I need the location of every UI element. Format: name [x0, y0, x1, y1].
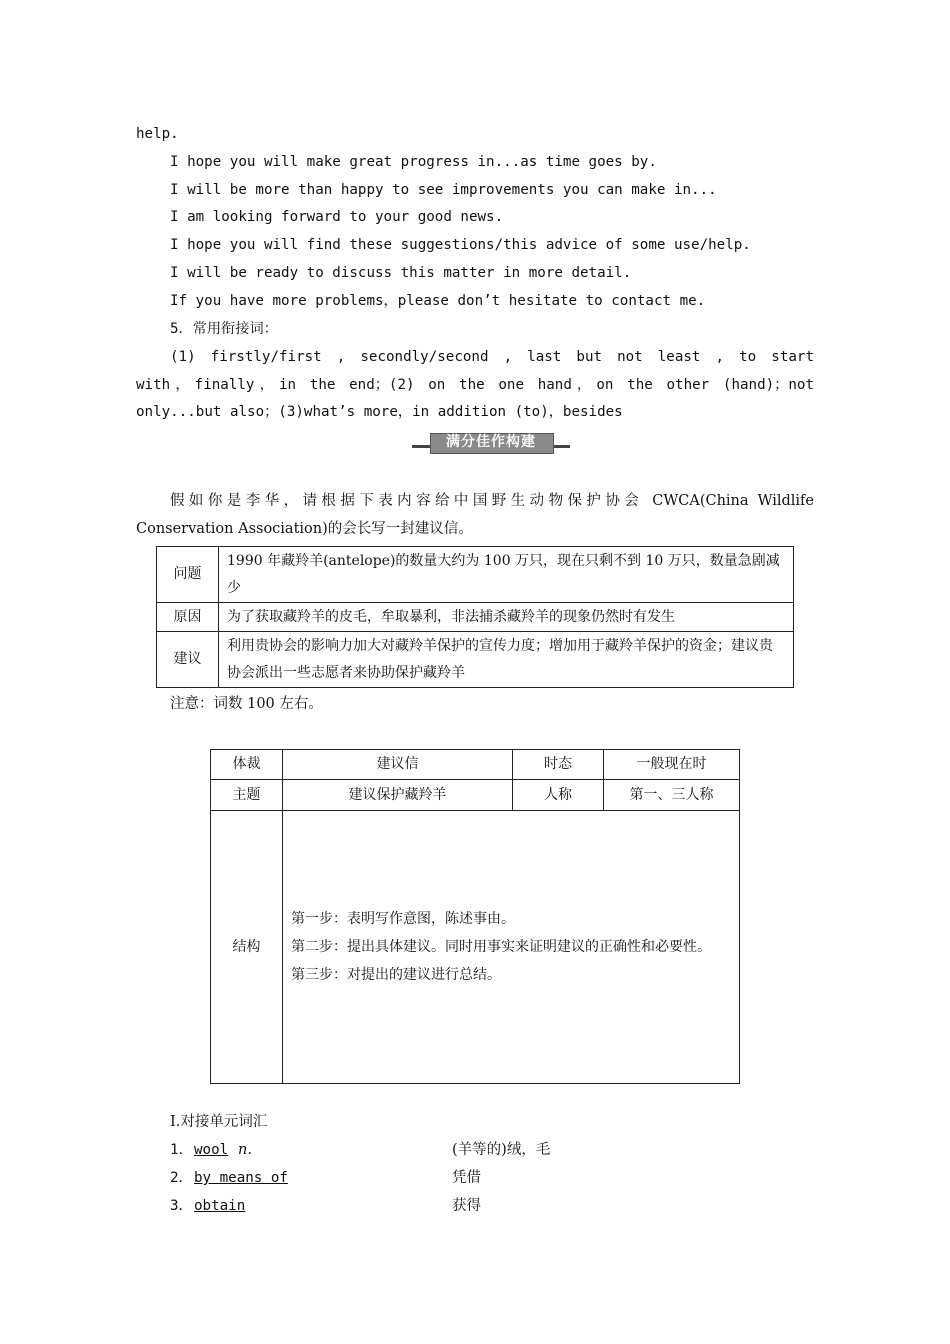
paragraph-line: (1) firstly/first , secondly/second , last but not least , to start	[170, 349, 814, 365]
prompt-line: 假如你是李华，请根据下表内容给中国野生动物保护协会 CWCA(China Wildlife	[170, 493, 814, 509]
task-table	[156, 546, 794, 688]
text-line: I hope you will find these suggestions/this advice of some use/help.	[170, 237, 751, 253]
structure-steps	[283, 811, 740, 1084]
person-label: 人称	[513, 780, 604, 811]
vocab-word: wool	[194, 1142, 229, 1158]
table-row	[157, 547, 794, 603]
vocab-pos: n.	[238, 1142, 252, 1158]
vocab-word: by means of	[194, 1170, 288, 1186]
step-item: 第一步：表明写作意图，陈述事由。	[291, 911, 515, 927]
vocab-number: 2．	[170, 1170, 193, 1186]
topic-label: 主题	[211, 780, 283, 811]
tense-value: 一般现在时	[604, 750, 740, 780]
table-row	[211, 780, 740, 811]
genre-value: 建议信	[283, 750, 513, 780]
vocab-meaning: (羊等的)绒，毛	[452, 1142, 551, 1158]
text-line: I am looking forward to your good news.	[170, 209, 504, 225]
row-content: 利用贵协会的影响力加大对藏羚羊保护的宣传力度；增加用于藏羚羊保护的资金；建议贵协会派出一些志愿者来协助保护藏羚羊	[219, 632, 794, 688]
vocab-meaning: 凭借	[452, 1170, 481, 1186]
section-banner	[412, 431, 570, 453]
step-item: 第三步：对提出的建议进行总结。	[291, 967, 501, 983]
text-line: I will be ready to discuss this matter in more detail.	[170, 265, 632, 281]
table-row	[211, 750, 740, 780]
paragraph-line: with，finally，in the end；(2) on the one hand，on the other (hand)；not	[136, 377, 814, 393]
prompt-line: Conservation Association)的会长写一封建议信。	[136, 521, 473, 537]
vocab-number: 1．	[170, 1142, 193, 1158]
banner-title: 满分佳作构建	[446, 434, 536, 450]
structure-label: 结构	[211, 811, 283, 1084]
vocab-meaning: 获得	[452, 1198, 481, 1214]
genre-label: 体裁	[211, 750, 283, 780]
table-row	[157, 632, 794, 688]
row-content: 1990 年藏羚羊(antelope)的数量大约为 100 万只，现在只剩不到 10 万只，数量急剧减少	[219, 547, 794, 603]
row-content: 为了获取藏羚羊的皮毛，牟取暴利，非法捕杀藏羚羊的现象仍然时有发生	[219, 603, 794, 632]
vocab-number: 3．	[170, 1198, 193, 1214]
vocab-word: obtain	[194, 1198, 246, 1214]
topic-value: 建议保护藏羚羊	[283, 780, 513, 811]
person-value: 第一、三人称	[604, 780, 740, 811]
note: 注意：词数 100 左右。	[170, 696, 323, 712]
table-row	[157, 603, 794, 632]
row-label: 问题	[157, 547, 219, 603]
table-row	[211, 811, 740, 1084]
text-line: I hope you will make great progress in...as time goes by.	[170, 154, 657, 170]
text-line: If you have more problems，please don’t hesitate to contact me.	[170, 293, 706, 309]
text-line: help.	[136, 126, 179, 142]
structure-table	[210, 749, 740, 1084]
vocab-heading: Ⅰ.对接单元词汇	[170, 1114, 268, 1130]
step-item: 第二步：提出具体建议。同时用事实来证明建议的正确性和必要性。	[291, 939, 711, 955]
paragraph-line: only...but also；(3)what’s more，in addition (to)，besides	[136, 404, 623, 420]
section-heading: 5．常用衔接词：	[170, 321, 278, 337]
row-label: 建议	[157, 632, 219, 688]
row-label: 原因	[157, 603, 219, 632]
tense-label: 时态	[513, 750, 604, 780]
text-line: I will be more than happy to see improvements you can make in...	[170, 182, 717, 198]
